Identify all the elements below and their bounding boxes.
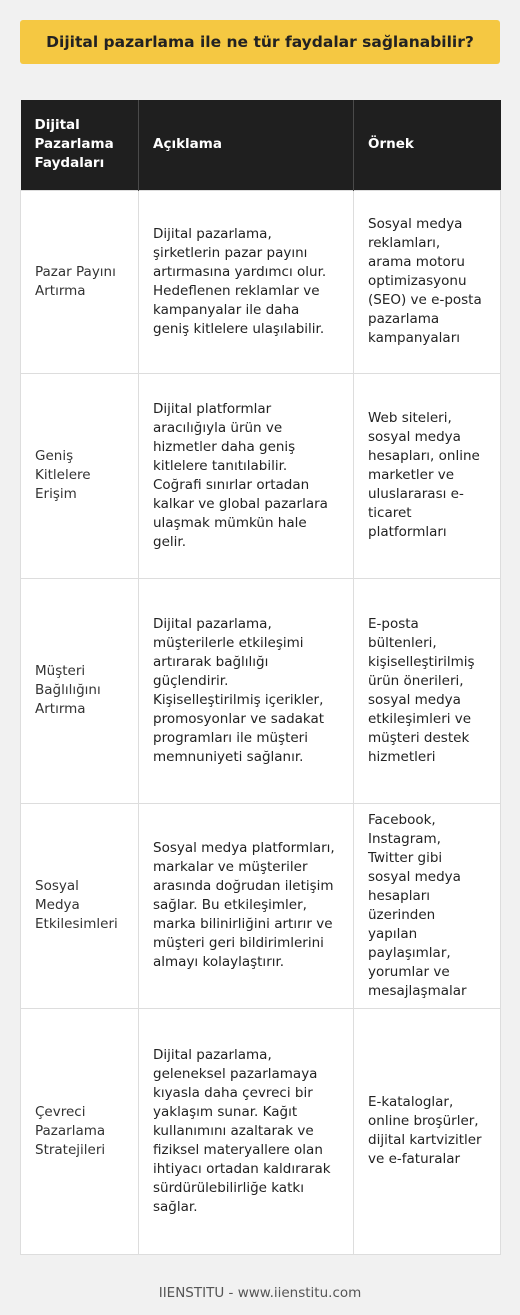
example-cell: Web siteleri, sosyal medya hesapları, online marketler ve uluslararası e-ticaret platformları [354,373,501,578]
column-header-example: Örnek [354,100,501,190]
table-row [21,803,501,1008]
table-row [21,578,501,803]
footer-credit: IIENSTITU - www.iienstitu.com [158,1285,362,1301]
description-cell: Dijital pazarlama, şirketlerin pazar payını artırmasına yardımcı olur. Hedeflenen reklamlar ve kampanyalar ile daha geniş kitlelere ulaşılabilir. [139,190,354,373]
benefit-cell: Geniş Kitlelere Erişim [21,373,139,578]
example-cell: E-posta bültenleri, kişiselleştirilmiş ürün önerileri, sosyal medya etkileşimleri ve müşteri destek hizmetleri [354,578,501,803]
benefit-cell: Pazar Payını Artırma [21,190,139,373]
table-row [21,1008,501,1254]
table-header-row [21,100,501,190]
title-banner [20,20,500,64]
benefit-cell: Müşteri Bağlılığını Artırma [21,578,139,803]
benefits-table [20,100,501,1255]
benefit-cell: Çevreci Pazarlama Stratejileri [21,1008,139,1254]
description-cell: Sosyal medya platformları, markalar ve müşteriler arasında doğrudan iletişim sağlar. Bu etkileşimler, marka bilinirliğini artırır ve müşteri geri bildirimlerini almayı kolaylaştırır. [139,803,354,1008]
example-cell: E-kataloglar, online broşürler, dijital kartvizitler ve e-faturalar [354,1008,501,1254]
example-cell: Sosyal medya reklamları, arama motoru optimizasyonu (SEO) ve e-posta pazarlama kampanyaları [354,190,501,373]
page-title: Dijital pazarlama ile ne tür faydalar sağlanabilir? [46,33,474,51]
description-cell: Dijital platformlar aracılığıyla ürün ve hizmetler daha geniş kitlelere tanıtılabilir. Coğrafi sınırlar ortadan kalkar ve global pazarlara ulaşmak mümkün hale gelir. [139,373,354,578]
table-row [21,190,501,373]
example-cell: Facebook, Instagram, Twitter gibi sosyal medya hesapları üzerinden yapılan paylaşımlar, yorumlar ve mesajlaşmalar [354,803,501,1008]
column-header-description: Açıklama [139,100,354,190]
column-header-benefit: Dijital Pazarlama Faydaları [21,100,139,190]
benefit-cell: Sosyal Medya Etkilesimleri [21,803,139,1008]
description-cell: Dijital pazarlama, geleneksel pazarlamaya kıyasla daha çevreci bir yaklaşım sunar. Kağıt kullanımını azaltarak ve fiziksel materyallere olan ihtiyacı ortadan kaldırarak sürdürülebilirliğe katkı sağlar. [139,1008,354,1254]
table-row [21,373,501,578]
description-cell: Dijital pazarlama, müşterilerle etkileşimi artırarak bağlılığı güçlendirir. Kişiselleştirilmiş içerikler, promosyonlar ve sadakat programları ile müşteri memnuniyeti sağlanır. [139,578,354,803]
